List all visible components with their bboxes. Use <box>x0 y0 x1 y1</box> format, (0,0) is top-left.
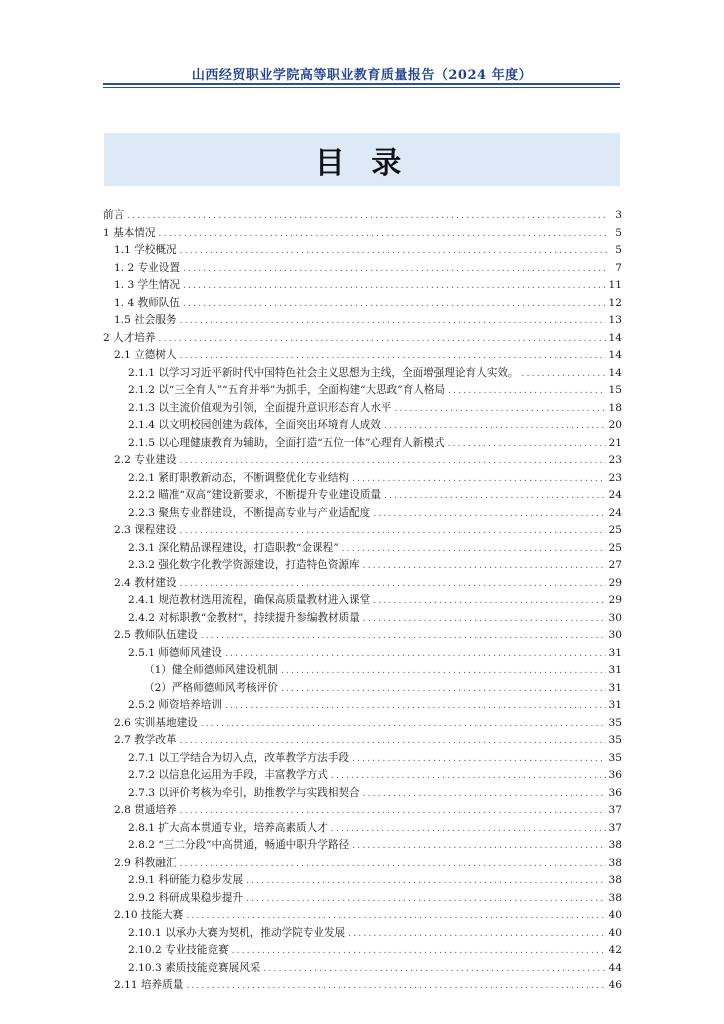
toc-entry[interactable] <box>103 872 622 890</box>
toc-entry-page-number: 38 <box>608 856 622 869</box>
toc-entry[interactable] <box>103 715 622 733</box>
toc-entry-label: 2.2.1 紧盯职教新动态，不断调整优化专业结构 <box>128 471 350 484</box>
toc-dot-leader <box>183 278 606 296</box>
toc-entry-label: 2.8.2 “三二分段”中高贯通，畅通中职升学路径 <box>128 839 350 851</box>
toc-dot-leader <box>158 331 605 349</box>
toc-entry[interactable] <box>103 260 622 278</box>
toc-entry-label: 2.2.2 瞄准“双高”建设新要求，不断提升专业建设质量 <box>128 489 382 501</box>
toc-entry[interactable] <box>103 645 622 663</box>
toc-entry[interactable] <box>103 277 622 295</box>
toc-dot-leader <box>180 313 606 331</box>
toc-dot-leader <box>225 698 606 716</box>
toc-entry-page-number: 12 <box>608 296 622 309</box>
toc-entry-page-number: 31 <box>608 664 622 676</box>
toc-entry[interactable] <box>103 487 622 505</box>
toc-dot-leader <box>448 383 605 401</box>
toc-entry-page-number: 5 <box>615 226 622 239</box>
toc-entry-page-number: 15 <box>608 384 622 396</box>
toc-dot-leader <box>180 803 606 821</box>
toc-entry[interactable] <box>103 890 622 908</box>
toc-dot-leader <box>342 541 606 559</box>
toc-entry-page-number: 36 <box>608 769 622 781</box>
toc-dot-leader <box>448 436 606 454</box>
toc-entry[interactable] <box>103 750 622 768</box>
toc-entry-page-number: 42 <box>608 944 622 956</box>
toc-entry-page-number: 11 <box>608 279 622 291</box>
toc-dot-leader <box>180 576 606 594</box>
toc-entry[interactable] <box>103 400 622 418</box>
toc-entry[interactable] <box>103 347 622 365</box>
toc-dot-leader <box>183 261 607 279</box>
toc-entry-page-number: 46 <box>608 979 622 991</box>
table-of-contents <box>103 207 622 995</box>
toc-entry[interactable] <box>103 907 622 925</box>
toc-entry-page-number: 18 <box>608 401 622 414</box>
toc-entry[interactable] <box>103 452 622 470</box>
toc-entry-page-number: 35 <box>608 751 622 764</box>
toc-entry-label: 2.5.1 师德师风建设 <box>128 646 222 659</box>
toc-dot-leader <box>180 348 606 366</box>
toc-entry-label: 2.2.3 聚焦专业群建设，不断提高专业与产业适配度 <box>128 506 371 519</box>
toc-entry[interactable] <box>103 312 622 330</box>
toc-entry[interactable] <box>103 540 622 558</box>
toc-entry-page-number: 36 <box>608 786 622 799</box>
toc-entry[interactable] <box>103 522 622 540</box>
toc-dot-leader <box>363 786 606 804</box>
toc-entry[interactable] <box>103 925 622 943</box>
toc-dot-leader <box>384 488 605 506</box>
header-rule-thin <box>103 87 620 88</box>
toc-entry-label: 前言 <box>103 209 125 221</box>
toc-dot-leader <box>352 471 606 489</box>
toc-dot-leader <box>246 891 605 909</box>
toc-dot-leader <box>201 716 606 734</box>
toc-dot-leader <box>348 926 605 944</box>
toc-dot-leader <box>263 961 605 979</box>
toc-entry-page-number: 3 <box>615 209 622 221</box>
toc-entry-label: 2.7.2 以信息化运用为手段，丰富教学方式 <box>128 769 328 781</box>
toc-entry[interactable] <box>103 802 622 820</box>
toc-entry-label: 2.4 教材建设 <box>114 576 177 589</box>
toc-dot-leader <box>331 821 606 839</box>
toc-entry-page-number: 14 <box>608 366 622 379</box>
toc-entry-label: 2.11 培养质量 <box>114 979 184 991</box>
toc-entry-label: 2.9.2 科研成果稳步提升 <box>128 891 244 904</box>
toc-entry-page-number: 35 <box>608 734 622 746</box>
toc-entry[interactable] <box>103 242 622 260</box>
toc-entry-page-number: 38 <box>608 839 622 851</box>
toc-entry-label: 2.4.1 规范教材选用流程，确保高质量教材进入课堂 <box>128 594 371 606</box>
toc-dot-leader <box>522 366 606 384</box>
toc-entry[interactable] <box>103 680 622 698</box>
toc-entry-label: 2.3.1 深化精品课程建设，打造职教“金课程” <box>128 541 339 554</box>
toc-entry[interactable] <box>103 330 622 348</box>
toc-entry[interactable] <box>103 662 622 680</box>
toc-entry-page-number: 25 <box>608 524 622 536</box>
toc-entry-label: 2.5.2 师资培养培训 <box>128 699 222 711</box>
toc-dot-leader <box>183 296 606 314</box>
toc-entry-page-number: 37 <box>608 821 622 834</box>
toc-entry-label: 2.10.3 素质技能竞赛展风采 <box>128 961 261 974</box>
toc-entry-label: 2.10 技能大赛 <box>114 909 184 921</box>
toc-entry[interactable] <box>103 855 622 873</box>
toc-entry-page-number: 14 <box>608 349 622 361</box>
toc-entry-label: 2.1.3 以主流价值观为引领，全面提升意识形态育人水平 <box>128 401 392 414</box>
toc-dot-leader <box>373 506 605 524</box>
toc-entry[interactable] <box>103 382 622 400</box>
toc-dot-leader <box>186 908 605 926</box>
toc-entry[interactable] <box>103 610 622 628</box>
toc-entry-label: 2.6 实训基地建设 <box>114 716 198 729</box>
toc-entry-label: 1 基本情况 <box>103 226 156 239</box>
toc-entry-label: 2.2 专业建设 <box>114 454 177 466</box>
toc-entry[interactable] <box>103 942 622 960</box>
toc-entry[interactable] <box>103 417 622 435</box>
toc-entry-label: 2.4.2 对标职教“金教材”，持续提升参编教材质量 <box>128 611 360 624</box>
toc-dot-leader <box>352 838 605 856</box>
toc-entry-page-number: 38 <box>608 874 622 886</box>
toc-entry-label: 2.8 贯通培养 <box>114 804 177 816</box>
toc-entry[interactable] <box>103 470 622 488</box>
toc-entry-page-number: 5 <box>615 244 622 256</box>
toc-dot-leader <box>180 733 606 751</box>
toc-dot-leader <box>394 401 605 419</box>
toc-entry-page-number: 30 <box>608 629 622 641</box>
toc-dot-leader <box>281 681 606 699</box>
toc-entry-page-number: 24 <box>608 489 622 501</box>
toc-dot-leader <box>201 628 606 646</box>
toc-entry-page-number: 35 <box>608 716 622 729</box>
toc-entry-label: 1. 3 学生情况 <box>114 279 180 291</box>
toc-dot-leader <box>331 768 606 786</box>
toc-dot-leader <box>180 453 606 471</box>
toc-dot-leader <box>180 243 607 261</box>
toc-entry-page-number: 13 <box>608 314 622 326</box>
toc-entry-label: 2.10.2 专业技能竞赛 <box>128 944 229 956</box>
toc-entry-page-number: 14 <box>608 331 622 344</box>
toc-entry[interactable] <box>103 767 622 785</box>
toc-entry-page-number: 7 <box>615 261 622 274</box>
toc-dot-leader <box>373 593 605 611</box>
toc-dot-leader <box>186 978 605 996</box>
report-header-title: 山西经贸职业学院高等职业教育质量报告（2024 年度） <box>191 68 533 83</box>
toc-entry-page-number: 31 <box>608 699 622 711</box>
toc-entry[interactable] <box>103 820 622 838</box>
toc-entry-label: 2.1.4 以文明校园创建为载体，全面突出环境育人成效 <box>128 419 381 431</box>
toc-dot-leader <box>127 208 607 226</box>
toc-entry-label: 2.1.5 以心理健康教育为辅助，全面打造“五位一体”心理育人新模式 <box>128 436 445 449</box>
toc-entry[interactable] <box>103 225 622 243</box>
toc-entry-label: 2.1.2 以“三全育人”“五育并举”为抓手，全面构建“大思政”育人格局 <box>128 384 446 396</box>
toc-entry-page-number: 29 <box>608 594 622 606</box>
toc-entry[interactable] <box>103 627 622 645</box>
toc-entry-page-number: 31 <box>608 646 622 659</box>
toc-entry-label: （1）健全师德师风建设机制 <box>144 664 278 676</box>
toc-entry-label: 1.1 学校概况 <box>114 244 177 256</box>
toc-entry-page-number: 27 <box>608 559 622 571</box>
toc-entry-label: 2.10.1 以承办大赛为契机，推动学院专业发展 <box>128 926 346 939</box>
toc-entry[interactable] <box>103 697 622 715</box>
toc-entry-page-number: 38 <box>608 891 622 904</box>
toc-dot-leader <box>180 523 606 541</box>
toc-title-banner <box>104 133 620 186</box>
toc-entry-label: 2 人才培养 <box>103 331 156 344</box>
toc-entry-label: 2.5 教师队伍建设 <box>114 629 198 641</box>
toc-entry-page-number: 30 <box>608 611 622 624</box>
toc-entry[interactable] <box>103 785 622 803</box>
toc-entry-page-number: 23 <box>608 471 622 484</box>
header-rule <box>103 83 620 85</box>
toc-entry-label: 2.3 课程建设 <box>114 524 177 536</box>
toc-dot-leader <box>225 646 606 664</box>
toc-entry[interactable] <box>103 592 622 610</box>
toc-entry-label: 2.7.1 以工学结合为切入点，改革教学方法手段 <box>128 751 350 764</box>
toc-dot-leader <box>363 558 606 576</box>
toc-entry[interactable] <box>103 505 622 523</box>
toc-dot-leader <box>363 611 606 629</box>
toc-entry-page-number: 20 <box>608 419 622 431</box>
toc-entry-label: 2.7 教学改革 <box>114 734 177 746</box>
toc-dot-leader <box>281 663 606 681</box>
toc-entry-label: 2.7.3 以评价考核为牵引，助推教学与实践相契合 <box>128 786 360 799</box>
toc-entry-label: 1. 4 教师队伍 <box>114 296 180 309</box>
toc-entry-page-number: 44 <box>608 961 622 974</box>
toc-dot-leader <box>352 751 606 769</box>
toc-dot-leader <box>158 226 607 244</box>
toc-entry-page-number: 40 <box>608 909 622 921</box>
toc-entry-page-number: 21 <box>608 436 622 449</box>
toc-entry-page-number: 31 <box>608 681 622 694</box>
toc-title: 目 录 <box>314 145 410 181</box>
toc-entry-label: 2.3.2 强化数字化教学资源建设，打造特色资源库 <box>128 559 360 571</box>
toc-entry-label: 2.9.1 科研能力稳步发展 <box>128 874 244 886</box>
toc-dot-leader <box>246 873 605 891</box>
toc-entry[interactable] <box>103 575 622 593</box>
toc-entry-label: 2.8.1 扩大高本贯通专业，培养高素质人才 <box>128 821 328 834</box>
toc-entry-page-number: 24 <box>608 506 622 519</box>
toc-entry-label: 2.1.1 以学习习近平新时代中国特色社会主义思想为主线，全面增强理论育人实效。 <box>128 366 519 379</box>
toc-dot-leader <box>232 943 606 961</box>
toc-entry[interactable] <box>103 365 622 383</box>
toc-entry[interactable] <box>103 207 622 225</box>
toc-entry[interactable] <box>103 435 622 453</box>
toc-entry-page-number: 29 <box>608 576 622 589</box>
toc-entry[interactable] <box>103 977 622 995</box>
toc-entry[interactable] <box>103 295 622 313</box>
toc-entry[interactable] <box>103 837 622 855</box>
toc-dot-leader <box>384 418 606 436</box>
toc-entry-label: 2.1 立德树人 <box>114 349 177 361</box>
toc-entry-label: 2.9 科教融汇 <box>114 856 177 869</box>
toc-entry[interactable] <box>103 960 622 978</box>
toc-entry-page-number: 25 <box>608 541 622 554</box>
toc-entry-page-number: 23 <box>608 454 622 466</box>
toc-entry[interactable] <box>103 732 622 750</box>
toc-entry-label: （2）严格师德师风考核评价 <box>144 681 278 694</box>
toc-entry-page-number: 40 <box>608 926 622 939</box>
toc-entry-label: 1.5 社会服务 <box>114 314 177 326</box>
toc-entry[interactable] <box>103 557 622 575</box>
toc-dot-leader <box>180 856 606 874</box>
toc-entry-page-number: 37 <box>608 804 622 816</box>
toc-entry-label: 1. 2 专业设置 <box>114 261 180 274</box>
